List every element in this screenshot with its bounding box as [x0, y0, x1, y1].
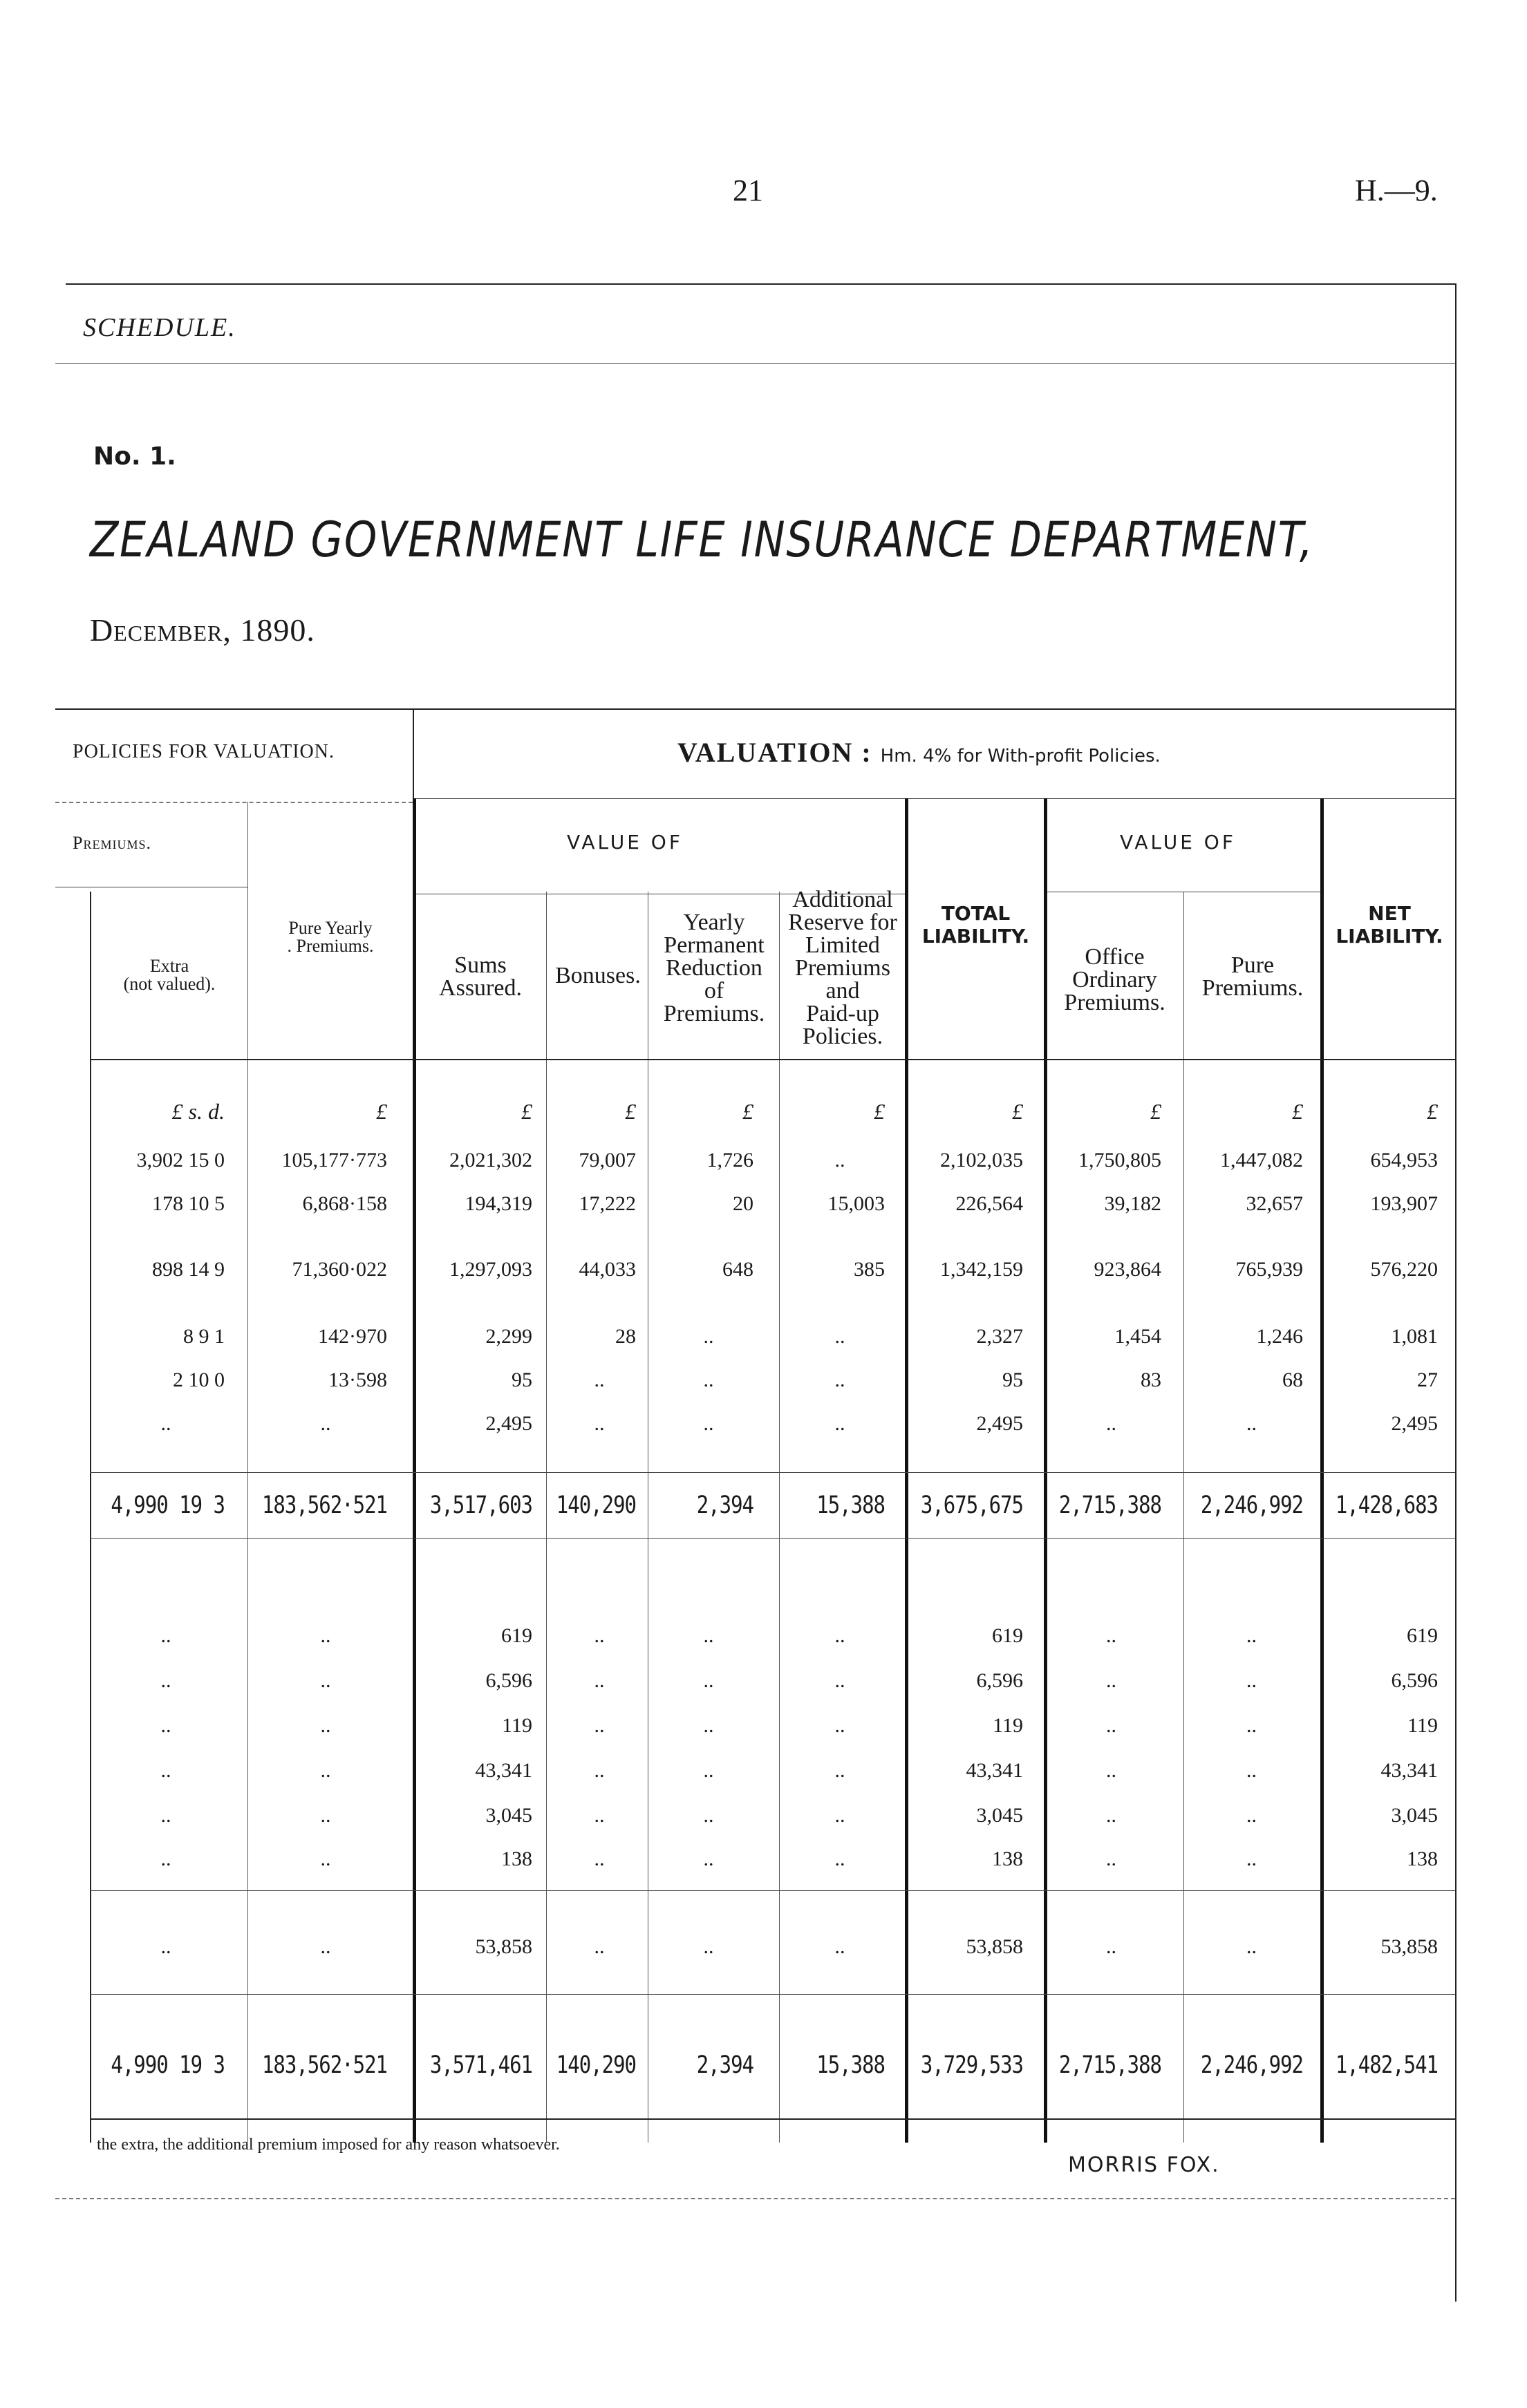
g1-r6-bonuses: .. [594, 1412, 605, 1435]
col-pure-premiums: Pure Premiums. [1201, 952, 1304, 1001]
g1-r2-total-liability: 226,564 [955, 1192, 1023, 1215]
g2-r3-total-liability: 119 [993, 1714, 1023, 1737]
g2-r5-office-ordinary: .. [1106, 1804, 1116, 1827]
g1-r3-extra: 898 14 9 [152, 1258, 225, 1281]
g1-r4-office-ordinary: 1,454 [1114, 1325, 1161, 1348]
g1-r3-office-ordinary: 923,864 [1094, 1258, 1161, 1281]
subtotal1-yearly-reduction: 2,394 [696, 1490, 753, 1519]
g2-r4-total-liability: 43,341 [966, 1759, 1023, 1782]
g1-r5-additional-reserve: .. [834, 1368, 845, 1391]
g1-r5-pure-premiums: 68 [1282, 1368, 1303, 1391]
g2-r1-additional-reserve: .. [834, 1624, 845, 1647]
g2-r1-pure-yearly: .. [320, 1624, 331, 1647]
g1-r6-pure-yearly: .. [320, 1412, 331, 1435]
subtotal2-bonuses: .. [594, 1935, 605, 1958]
g1-r6-net-liability: 2,495 [1391, 1412, 1438, 1435]
g1-r1-office-ordinary: 1,750,805 [1078, 1149, 1161, 1172]
g2-r2-bonuses: .. [594, 1669, 605, 1692]
g2-r3-additional-reserve: .. [834, 1714, 845, 1737]
g2-r4-pure-yearly: .. [320, 1759, 331, 1782]
g1-r5-extra: 2 10 0 [173, 1368, 225, 1391]
value-of-right: VALUE OF [1120, 831, 1236, 854]
g1-r5-pure-yearly: 13·598 [328, 1368, 387, 1391]
g1-r2-bonuses: 17,222 [579, 1192, 636, 1215]
premiums-header: Premiums. [73, 833, 151, 853]
g1-r6-pure-premiums: .. [1246, 1412, 1257, 1435]
g2-r4-yearly-reduction: .. [703, 1759, 714, 1782]
g2-r5-sums-assured: 3,045 [485, 1804, 532, 1827]
footnote: the extra, the additional premium imposed for any reason whatsoever. [97, 2136, 560, 2154]
g2-r1-sums-assured: 619 [501, 1624, 532, 1647]
g1-r2-yearly-reduction: 20 [733, 1192, 753, 1215]
g2-r4-bonuses: .. [594, 1759, 605, 1782]
date-line: December, 1890. [90, 612, 315, 648]
subtotal2-total-liability: 53,858 [966, 1935, 1023, 1958]
unit-extra: £ s. d. [171, 1099, 225, 1124]
subtotal2-net-liability: 53,858 [1380, 1935, 1438, 1958]
unit-total-liability: £ [1012, 1099, 1023, 1124]
g2-r5-additional-reserve: .. [834, 1804, 845, 1827]
subtotal1-total-liability: 3,675,675 [920, 1490, 1023, 1519]
g2-r4-sums-assured: 43,341 [475, 1759, 532, 1782]
g1-r1-yearly-reduction: 1,726 [706, 1149, 753, 1172]
schedule-label: SCHEDULE. [83, 313, 236, 342]
g1-r4-sums-assured: 2,299 [485, 1325, 532, 1348]
g2-r3-pure-yearly: .. [320, 1714, 331, 1737]
g2-r5-extra: .. [160, 1804, 171, 1827]
g2-r1-extra: .. [160, 1624, 171, 1647]
unit-pure-yearly: £ [376, 1099, 387, 1124]
col-sums-assured: Sums Assured. [439, 952, 522, 1001]
g2-r4-additional-reserve: .. [834, 1759, 845, 1782]
unit-yearly-reduction: £ [742, 1099, 753, 1124]
unit-net-liability: £ [1427, 1099, 1438, 1124]
col-additional-reserve: Additional Reserve for Limited Premiums and Paid-up Policies. [788, 887, 897, 1049]
g2-r6-extra: .. [160, 1847, 171, 1870]
g1-r6-total-liability: 2,495 [976, 1412, 1023, 1435]
grand-total-pure-yearly: 183,562·521 [261, 2050, 387, 2079]
col-extra: Extra (not valued). [123, 956, 216, 994]
value-of-left: VALUE OF [567, 831, 683, 854]
valuation-label: VALUATION : [677, 737, 872, 768]
g1-r4-total-liability: 2,327 [976, 1325, 1023, 1348]
schedule-number: No. 1. [93, 442, 176, 471]
g2-r5-bonuses: .. [594, 1804, 605, 1827]
g1-r5-bonuses: .. [594, 1368, 605, 1391]
g1-r4-extra: 8 9 1 [183, 1325, 225, 1348]
g1-r4-pure-yearly: 142·970 [318, 1325, 387, 1348]
g1-r2-pure-yearly: 6,868·158 [302, 1192, 387, 1215]
g2-r3-office-ordinary: .. [1106, 1714, 1116, 1737]
g1-r5-office-ordinary: 83 [1141, 1368, 1161, 1391]
valuation-note: Hm. 4% for With-profit Policies. [880, 746, 1161, 766]
g1-r2-sums-assured: 194,319 [465, 1192, 532, 1215]
g1-r6-sums-assured: 2,495 [485, 1412, 532, 1435]
g1-r1-pure-premiums: 1,447,082 [1220, 1149, 1303, 1172]
g1-r4-net-liability: 1,081 [1391, 1325, 1438, 1348]
unit-bonuses: £ [625, 1099, 636, 1124]
subtotal2-pure-premiums: .. [1246, 1935, 1257, 1958]
g1-r5-net-liability: 27 [1417, 1368, 1438, 1391]
grand-total-additional-reserve: 15,388 [816, 2050, 885, 2079]
g2-r2-net-liability: 6,596 [1391, 1669, 1438, 1692]
g2-r3-sums-assured: 119 [502, 1714, 532, 1737]
g1-r1-sums-assured: 2,021,302 [449, 1149, 532, 1172]
subtotal1-additional-reserve: 15,388 [816, 1490, 885, 1519]
g1-r1-additional-reserve: .. [834, 1149, 845, 1172]
policies-header: POLICIES FOR VALUATION. [73, 741, 335, 762]
g1-r2-additional-reserve: 15,003 [827, 1192, 885, 1215]
grand-total-pure-premiums: 2,246,992 [1200, 2050, 1303, 2079]
g2-r6-sums-assured: 138 [501, 1847, 532, 1870]
signature: MORRIS FOX. [1068, 2153, 1220, 2177]
g2-r3-net-liability: 119 [1407, 1714, 1438, 1737]
subtotal2-office-ordinary: .. [1106, 1935, 1116, 1958]
subtotal2-yearly-reduction: .. [703, 1935, 714, 1958]
g1-r4-bonuses: 28 [615, 1325, 636, 1348]
g2-r1-office-ordinary: .. [1106, 1624, 1116, 1647]
valuation-heading [677, 736, 1161, 769]
g1-r3-pure-premiums: 765,939 [1235, 1258, 1303, 1281]
g2-r6-net-liability: 138 [1407, 1847, 1438, 1870]
page-number: 21 [733, 173, 763, 207]
page-reference: H.—9. [1355, 173, 1438, 207]
g1-r4-additional-reserve: .. [834, 1325, 845, 1348]
g2-r2-office-ordinary: .. [1106, 1669, 1116, 1692]
g1-r3-pure-yearly: 71,360·022 [292, 1258, 387, 1281]
g2-r5-pure-yearly: .. [320, 1804, 331, 1827]
subtotal1-net-liability: 1,428,683 [1335, 1490, 1438, 1519]
g2-r1-pure-premiums: .. [1246, 1624, 1257, 1647]
g2-r6-office-ordinary: .. [1106, 1847, 1116, 1870]
g1-r4-yearly-reduction: .. [703, 1325, 714, 1348]
g1-r1-extra: 3,902 15 0 [136, 1149, 225, 1172]
g2-r6-additional-reserve: .. [834, 1847, 845, 1870]
unit-office-ordinary: £ [1150, 1099, 1161, 1124]
g2-r4-net-liability: 43,341 [1380, 1759, 1438, 1782]
col-bonuses: Bonuses. [555, 963, 641, 988]
grand-total-net-liability: 1,482,541 [1335, 2050, 1438, 2079]
g1-r6-additional-reserve: .. [834, 1412, 845, 1435]
g2-r2-sums-assured: 6,596 [485, 1669, 532, 1692]
g1-r3-additional-reserve: 385 [854, 1258, 885, 1281]
g1-r3-total-liability: 1,342,159 [940, 1258, 1023, 1281]
g2-r6-bonuses: .. [594, 1847, 605, 1870]
subtotal2-sums-assured: 53,858 [475, 1935, 532, 1958]
g2-r1-yearly-reduction: .. [703, 1624, 714, 1647]
col-office-ordinary: Office Ordinary Premiums. [1064, 944, 1165, 1015]
grand-total-sums-assured: 3,571,461 [429, 2050, 532, 2079]
subtotal2-extra: .. [160, 1935, 171, 1958]
g2-r2-pure-premiums: .. [1246, 1669, 1257, 1692]
grand-total-office-ordinary: 2,715,388 [1058, 2050, 1161, 2079]
unit-additional-reserve: £ [874, 1099, 885, 1124]
g2-r5-net-liability: 3,045 [1391, 1804, 1438, 1827]
g2-r3-extra: .. [160, 1714, 171, 1737]
g2-r1-net-liability: 619 [1407, 1624, 1438, 1647]
g2-r6-pure-premiums: .. [1246, 1847, 1257, 1870]
g2-r3-bonuses: .. [594, 1714, 605, 1737]
g1-r1-pure-yearly: 105,177·773 [281, 1149, 387, 1172]
g1-r6-yearly-reduction: .. [703, 1412, 714, 1435]
grand-total-total-liability: 3,729,533 [920, 2050, 1023, 2079]
g1-r2-extra: 178 10 5 [152, 1192, 225, 1215]
g1-r1-bonuses: 79,007 [579, 1149, 636, 1172]
g2-r4-extra: .. [160, 1759, 171, 1782]
subtotal1-extra: 4,990 19 3 [111, 1490, 225, 1519]
g1-r2-office-ordinary: 39,182 [1104, 1192, 1161, 1215]
g1-r6-extra: .. [160, 1412, 171, 1435]
subtotal1-office-ordinary: 2,715,388 [1058, 1490, 1161, 1519]
grand-total-bonuses: 140,290 [556, 2050, 636, 2079]
g1-r5-yearly-reduction: .. [703, 1368, 714, 1391]
unit-sums-assured: £ [521, 1099, 532, 1124]
g1-r3-net-liability: 576,220 [1370, 1258, 1438, 1281]
col-yearly-reduction: Yearly Permanent Reduction of Premiums. [663, 910, 765, 1026]
subtotal1-pure-premiums: 2,246,992 [1200, 1490, 1303, 1519]
g1-r4-pure-premiums: 1,246 [1256, 1325, 1303, 1348]
col-total-liability: TOTAL LIABILITY. [921, 902, 1030, 948]
g1-r1-total-liability: 2,102,035 [940, 1149, 1023, 1172]
g1-r3-bonuses: 44,033 [579, 1258, 636, 1281]
g1-r3-sums-assured: 1,297,093 [449, 1258, 532, 1281]
subtotal1-sums-assured: 3,517,603 [429, 1490, 532, 1519]
subtotal1-pure-yearly: 183,562·521 [261, 1490, 387, 1519]
g1-r5-total-liability: 95 [1002, 1368, 1023, 1391]
g2-r5-pure-premiums: .. [1246, 1804, 1257, 1827]
g2-r2-additional-reserve: .. [834, 1669, 845, 1692]
g2-r2-extra: .. [160, 1669, 171, 1692]
g2-r3-pure-premiums: .. [1246, 1714, 1257, 1737]
g2-r6-total-liability: 138 [992, 1847, 1023, 1870]
subtotal2-additional-reserve: .. [834, 1935, 845, 1958]
subtotal2-pure-yearly: .. [320, 1935, 331, 1958]
g2-r6-pure-yearly: .. [320, 1847, 331, 1870]
grand-total-extra: 4,990 19 3 [111, 2050, 225, 2079]
g1-r3-yearly-reduction: 648 [722, 1258, 753, 1281]
grand-total-yearly-reduction: 2,394 [696, 2050, 753, 2079]
g2-r5-total-liability: 3,045 [976, 1804, 1023, 1827]
g1-r2-net-liability: 193,907 [1370, 1192, 1438, 1215]
g1-r6-office-ordinary: .. [1106, 1412, 1116, 1435]
g2-r6-yearly-reduction: .. [703, 1847, 714, 1870]
col-pure-yearly: Pure Yearly . Premiums. [287, 918, 374, 956]
g2-r2-total-liability: 6,596 [976, 1669, 1023, 1692]
col-net-liability: NET LIABILITY. [1336, 902, 1443, 948]
g2-r3-yearly-reduction: .. [703, 1714, 714, 1737]
g2-r1-total-liability: 619 [992, 1624, 1023, 1647]
g2-r5-yearly-reduction: .. [703, 1804, 714, 1827]
department-title: ZEALAND GOVERNMENT LIFE INSURANCE DEPARTMENT, [90, 511, 1314, 568]
unit-pure-premiums: £ [1292, 1099, 1303, 1124]
g2-r4-office-ordinary: .. [1106, 1759, 1116, 1782]
g2-r1-bonuses: .. [594, 1624, 605, 1647]
g1-r5-sums-assured: 95 [512, 1368, 532, 1391]
subtotal1-bonuses: 140,290 [556, 1490, 636, 1519]
g2-r2-pure-yearly: .. [320, 1669, 331, 1692]
g1-r1-net-liability: 654,953 [1370, 1149, 1438, 1172]
g2-r2-yearly-reduction: .. [703, 1669, 714, 1692]
g1-r2-pure-premiums: 32,657 [1246, 1192, 1303, 1215]
g2-r4-pure-premiums: .. [1246, 1759, 1257, 1782]
